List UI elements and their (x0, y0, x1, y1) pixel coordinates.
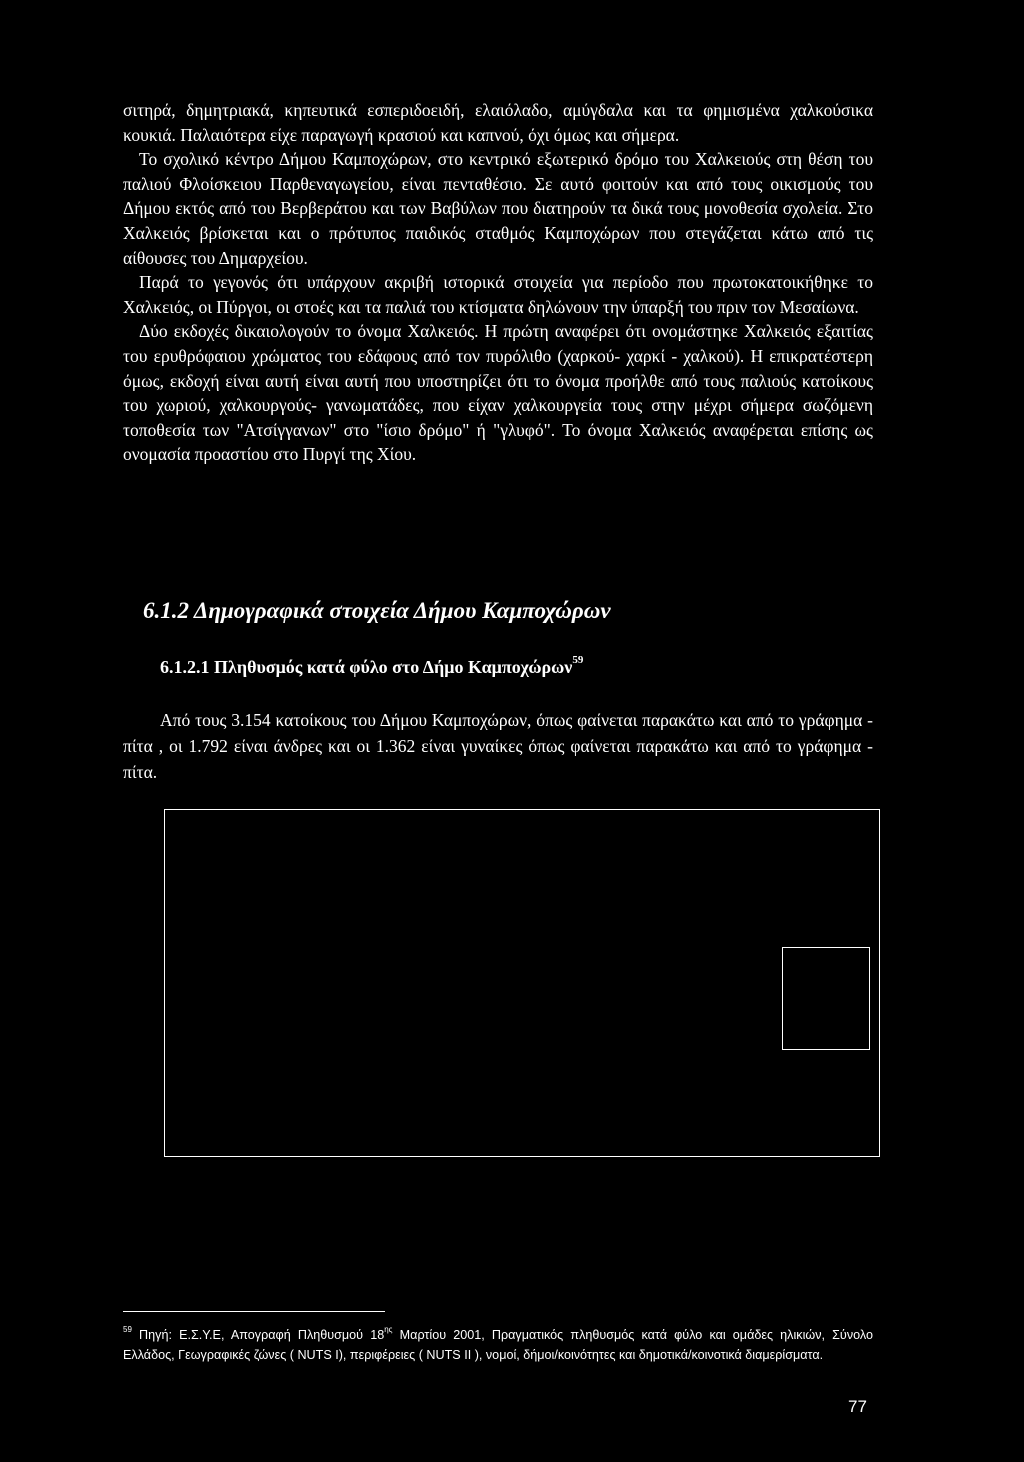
footnote-divider (123, 1311, 385, 1312)
body-paragraph (123, 98, 873, 467)
footnote-ordinal: ης (384, 1325, 393, 1334)
footnote-ref: 59 (572, 654, 584, 666)
body-text-agriculture: σιτηρά, δημητριακά, κηπευτικά εσπεριδοειδή, ελαιόλαδο, αμύγδαλα και τα φημισμένα χαλκούσικα κουκιά. Παλαιότερα είχε παραγωγή κρασιού και καπνού, όχι όμως και σήμερα. (123, 100, 873, 145)
pie-chart-placeholder (164, 809, 880, 1157)
chart-legend-box (782, 947, 870, 1050)
subsection-heading-text: 6.1.2.1 Πληθυσμός κατά φύλο στο Δήμο Καμποχώρων (160, 657, 573, 677)
body-text-name-origin: Δύο εκδοχές δικαιολογούν το όνομα Χαλκειός. Η πρώτη αναφέρει ότι ονομάστηκε Χαλκειός εξαιτίας του ερυθρόφαιου χρώματος του εδάφους από τον πυρόλιθο (χαρκού- χαρκί - χαλκού). Η επικρατέστερη όμως, εκδοχή είναι αυτή είναι αυτή που υποστηρίζει ότι το όνομα προήλθε από τους παλιούς κατοίκους του χωριού, χαλκουργούς- γανωματάδες, που είχαν χαλκουργεία τους στην μέχρι σήμερα σωζόμενη τοποθεσία των "Ατσίγγανων" στο "ίσιο δρόμο" ή "γλυφό". Το όνομα Χαλκειός αναφέρεται επίσης ως ονομασία προαστίου στο Πυργί της Χίου. (123, 321, 873, 465)
footnote-number: 59 (123, 1325, 132, 1334)
footnote-text-start: Πηγή: Ε.Σ.Υ.Ε, Απογραφή Πληθυσμού 18 (139, 1328, 385, 1343)
body-text-school: Το σχολικό κέντρο Δήμου Καμποχώρων, στο κεντρικό εξωτερικό δρόμο του Χαλκειούς στη θέση του παλιού Φλοίσκειου Παρθεναγωγείου, είναι πενταθέσιο. Σε αυτό φοιτούν και από τους οικισμούς του Δήμου εκτός από του Βερβεράτου και των Βαβύλων που διατηρούν τα δικά τους μονοθεσία σχολεία. Στο Χαλκειός βρίσκεται και ο πρότυπος παιδικός σταθμός Καμποχώρων που στεγάζεται κάτω από τις αίθουσες του Δημαρχείου. (123, 149, 873, 268)
population-paragraph: Από τους 3.154 κατοίκους του Δήμου Καμποχώρων, όπως φαίνεται παρακάτω και από το γράφημα - πίτα , οι 1.792 είναι άνδρες και οι 1.362 είναι γυναίκες όπως φαίνεται παρακάτω και από το γράφημα - πίτα. (123, 710, 873, 782)
body-text-history: Παρά το γεγονός ότι υπάρχουν ακριβή ιστορικά στοιχεία για περίοδο που πρωτοκατοικήθηκε το Χαλκειός, οι Πύργοι, οι στοές και τα παλιά του κτίσματα δηλώνουν την ύπαρξή του πριν τον Μεσαίωνα. (123, 272, 873, 317)
footnote (123, 1322, 873, 1365)
subsection-heading (160, 654, 584, 678)
footnote-text-end: Μαρτίου 2001, Πραγματικός πληθυσμός κατά φύλο και ομάδες ηλικιών, Σύνολο Ελλάδος, Γεωγραφικές ζώνες ( NUTS I), περιφέρειες ( NUTS II ), νομοί, δήμοι/κοινότητες και δημοτικά/κοινοτικά διαμερίσματα. (123, 1328, 873, 1363)
section-heading: 6.1.2 Δημογραφικά στοιχεία Δήμου Καμποχώρων (143, 598, 611, 623)
page-number: 77 (848, 1397, 867, 1416)
